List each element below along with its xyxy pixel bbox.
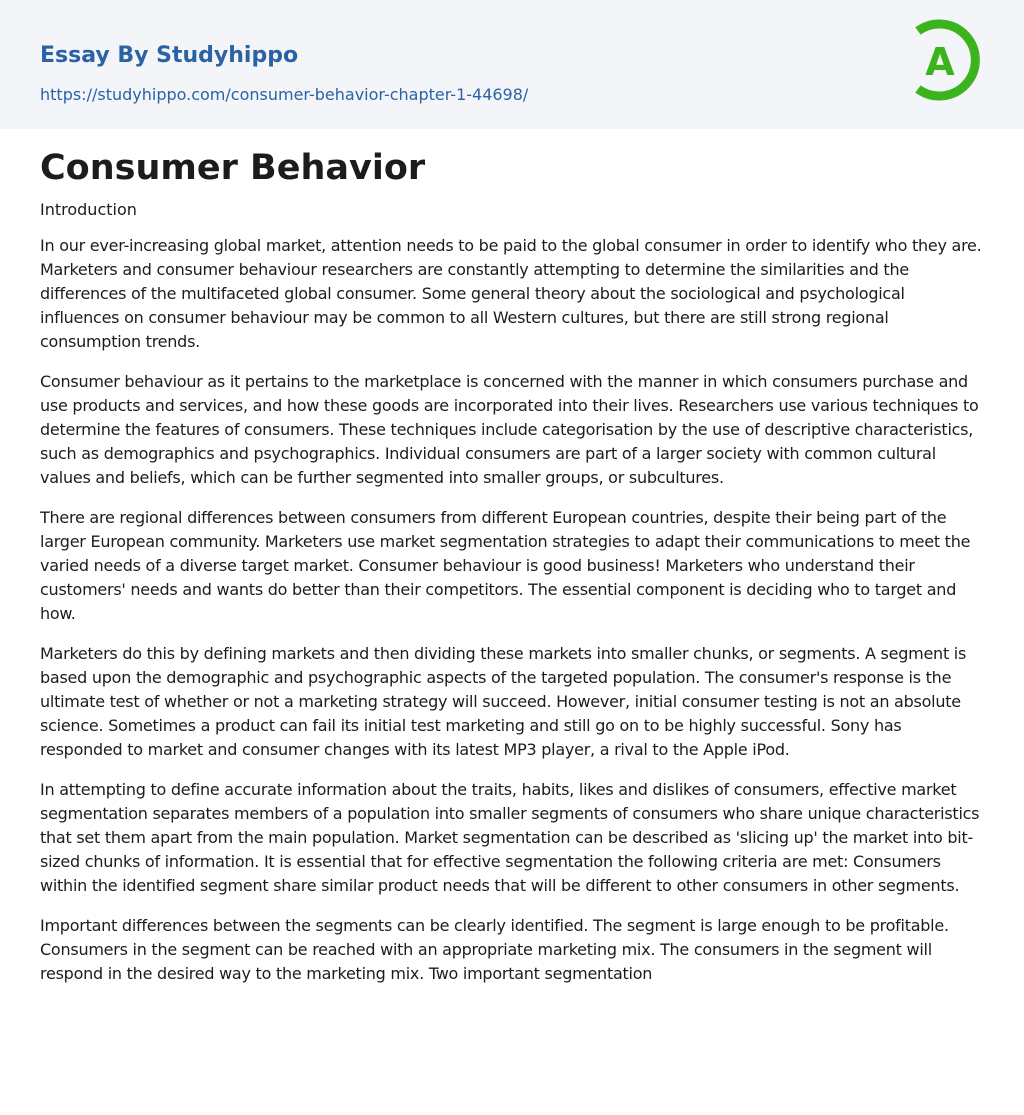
essay-paragraph: In attempting to define accurate information about the traits, habits, likes and dislikes of consumers, effective market segmentation separates members of a population into smaller segments of consumers who share unique characteristics that set them apart from the main population. Market segmentation can be described as 'slicing up' the market into bit-sized chunks of information. It is essential that for effective segmentation the following criteria are met: Consumers within the identified segment share similar product needs that will be different to other consumers in other segments. — [40, 780, 980, 895]
essay-content — [40, 145, 988, 986]
essay-paragraph: In our ever-increasing global market, attention needs to be paid to the global consumer in order to identify who they are. Marketers and consumer behaviour researchers are constantly attempting to determine the similarities and the differences of the multifaceted global consumer. Some general theory about the sociological and psychological influences on consumer behaviour may be common to all Western cultures, but there are still strong regional consumption trends. — [40, 236, 982, 351]
source-url-link[interactable]: https://studyhippo.com/consumer-behavior-chapter-1-44698/ — [40, 85, 529, 104]
essay-paragraph: Important differences between the segments can be clearly identified. The segment is large enough to be profitable. Consumers in the segment can be reached with an appropriate marketing mix. The consumers in the segment will respond in the desired way to the marketing mix. Two important segmentation — [40, 916, 949, 983]
logo-letter: A — [925, 40, 955, 84]
studyhippo-logo-icon[interactable] — [911, 18, 987, 106]
page-title: Consumer Behavior — [40, 148, 426, 188]
essay-paragraph: Marketers do this by defining markets and then dividing these markets into smaller chunks, or segments. A segment is based upon the demographic and psychographic aspects of the targeted population. The consumer's response is the ultimate test of whether or not a marketing strategy will succeed. However, initial consumer testing is not an absolute science. Sometimes a product can fail its initial test marketing and still go on to be highly successful. Sony has responded to market and consumer changes with its latest MP3 player, a rival to the Apple iPod. — [40, 644, 967, 759]
page-header — [0, 0, 1024, 129]
essay-subheading: Introduction — [40, 200, 137, 219]
essay-paragraph: Consumer behaviour as it pertains to the marketplace is concerned with the manner in which consumers purchase and use products and services, and how these goods are incorporated into their lives. Researchers use various techniques to determine the features of consumers. These techniques include categorisation by the use of descriptive characteristics, such as demographics and psychographics. Individual consumers are part of a larger society with common cultural values and beliefs, which can be further segmented into smaller groups, or subcultures. — [40, 372, 979, 487]
brand-title[interactable]: Essay By Studyhippo — [40, 43, 299, 68]
essay-paragraph: There are regional differences between consumers from different European countries, despite their being part of the larger European community. Marketers use market segmentation strategies to adapt their communications to meet the varied needs of a diverse target market. Consumer behaviour is good business! Marketers who understand their customers' needs and wants do better than their competitors. The essential component is deciding who to target and how. — [40, 508, 971, 623]
